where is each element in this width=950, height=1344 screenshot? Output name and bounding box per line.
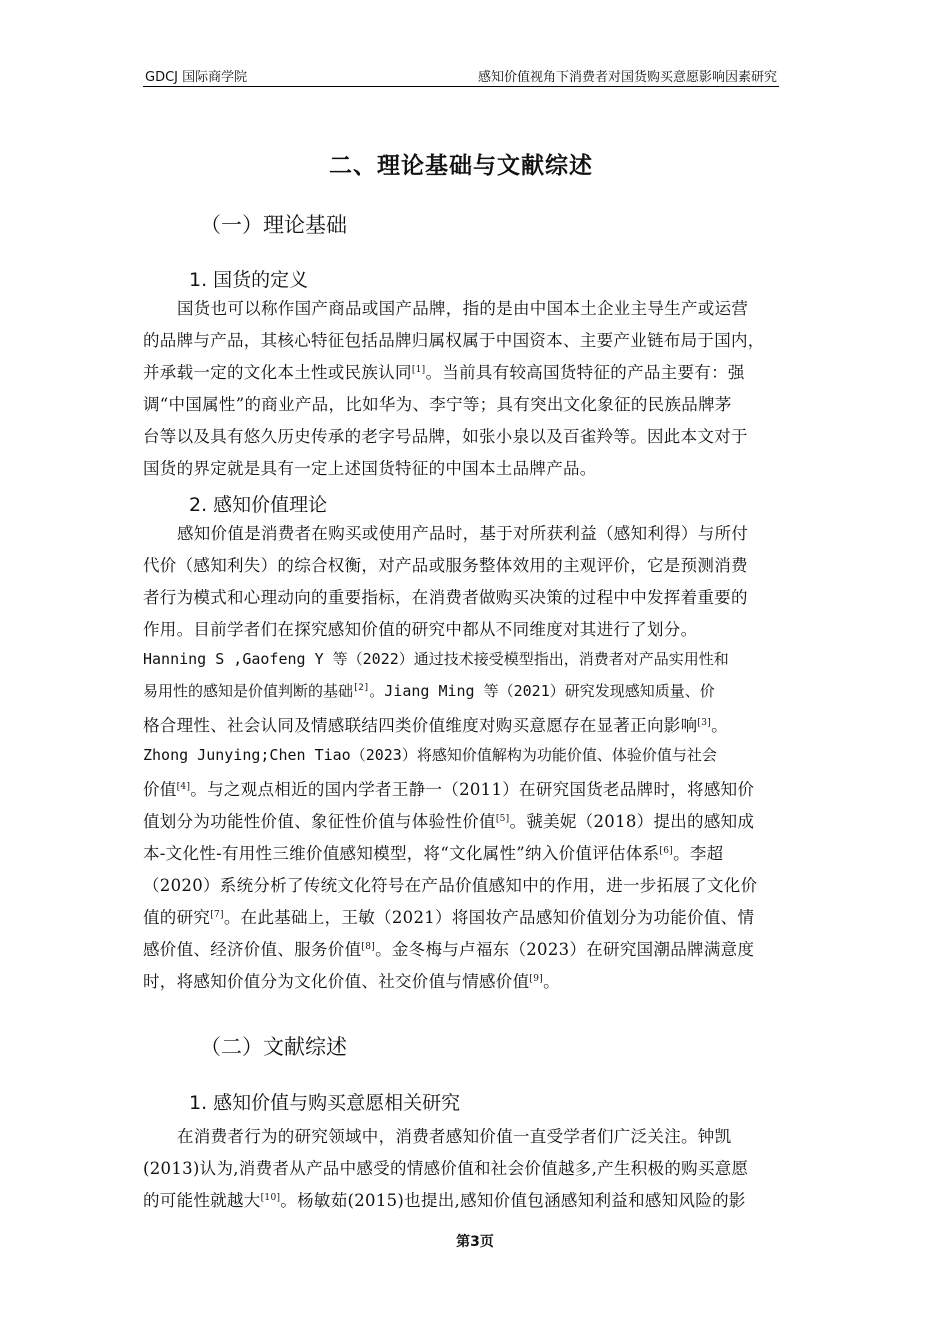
running-header <box>143 66 779 87</box>
header-institution: GDCJ 国际商学院 <box>145 70 248 85</box>
text-line: Hanning S ,Gaofeng Y 等（2022）通过技术接受模型指出，消费者对产品实用性和 <box>143 650 729 668</box>
text-line: 时，将感知价值分为文化价值、社交价值与情感价值[9]。 <box>143 972 560 991</box>
text-line: 感知价值是消费者在购买或使用产品时，基于对所获利益（感知利得）与所付 <box>177 524 749 543</box>
text-line: 在消费者行为的研究领域中，消费者感知价值一直受学者们广泛关注。钟凯 <box>177 1127 732 1146</box>
citation-8: [8] <box>361 942 376 952</box>
citation-7: [7] <box>210 910 224 920</box>
citation-5: [5] <box>495 814 510 824</box>
text-line: 代价（感知利失）的综合权衡，对产品或服务整体效用的主观评价，它是预测消费 <box>143 556 748 575</box>
citation-10: [10] <box>260 1193 281 1203</box>
text-line: Zhong Junying;Chen Tiao（2023）将感知价值解构为功能价值、体验价值与社会 <box>143 746 717 764</box>
text-line: 台等以及具有悠久历史传承的老字号品牌，如张小泉以及百雀羚等。因此本文对于 <box>143 427 748 446</box>
page-number: 第3页 <box>456 1234 494 1250</box>
citation-3: [3] <box>697 718 712 728</box>
text-line: 本-文化性-有用性三维价值感知模型，将“文化属性”纳入价值评估体系[6]。李超 <box>143 844 724 863</box>
text-line: 者行为模式和心理动向的重要指标，在消费者做购买决策的过程中中发挥着重要的 <box>143 588 748 607</box>
text-line: 作用。目前学者们在探究感知价值的研究中都从不同维度对其进行了划分。 <box>143 620 698 639</box>
subsection-title-perceived-value: 2. 感知价值理论 <box>189 494 328 516</box>
text-line: 的品牌与产品，其核心特征包括品牌归属权属于中国资本、主要产业链布局于国内， <box>143 331 765 350</box>
text-line: 并承载一定的文化本土性或民族认同[1]。当前具有较高国货特征的产品主要有：强 <box>143 363 745 382</box>
text-line: 易用性的感知是价值判断的基础[2]。Jiang Ming 等（2021）研究发现感知质量、价 <box>143 682 715 700</box>
citation-4: [4] <box>176 782 191 792</box>
header-paper-title: 感知价值视角下消费者对国货购买意愿影响因素研究 <box>477 70 777 85</box>
text-line: 国货也可以称作国产商品或国产品牌，指的是由中国本土企业主导生产或运营 <box>177 299 749 318</box>
text-line: 价值[4]。与之观点相近的国内学者王静一（2011）在研究国货老品牌时，将感知价 <box>143 780 755 799</box>
text-line: 值划分为功能性价值、象征性价值与体验性价值[5]。虢美妮（2018）提出的感知成 <box>143 812 755 831</box>
text-line: 感价值、经济价值、服务价值[8]。金冬梅与卢福东（2023）在研究国潮品牌满意度 <box>143 940 755 959</box>
subsection-title-definition: 1. 国货的定义 <box>189 269 309 291</box>
citation-6: [6] <box>659 846 674 856</box>
text-line: 格合理性、社会认同及情感联结四类价值维度对购买意愿存在显著正向影响[3]。 <box>143 716 728 735</box>
section-title-literature: （二）文献综述 <box>200 1035 347 1059</box>
text-line: 值的研究[7]。在此基础上，王敏（2021）将国妆产品感知价值划分为功能价值、情 <box>143 908 755 927</box>
text-line: 调“中国属性”的商业产品，比如华为、李宁等；具有突出文化象征的民族品牌茅 <box>143 395 732 414</box>
text-line: （2020）系统分析了传统文化符号在产品价值感知中的作用，进一步拓展了文化价 <box>143 876 758 895</box>
text-line: (2013)认为,消费者从产品中感受的情感价值和社会价值越多,产生积极的购买意愿 <box>143 1159 749 1178</box>
section-title-theory: （一）理论基础 <box>200 213 347 237</box>
subsection-title-purchase-intention: 1. 感知价值与购买意愿相关研究 <box>189 1092 461 1114</box>
text-line: 国货的界定就是具有一定上述国货特征的中国本土品牌产品。 <box>143 459 597 478</box>
citation-9: [9] <box>529 974 544 984</box>
citation-1: [1] <box>411 365 426 375</box>
citation-2: [2] <box>353 683 370 693</box>
text-line: 的可能性就越大[10]。杨敏茹(2015)也提出,感知价值包涵感知利益和感知风险的影 <box>143 1191 746 1210</box>
chapter-title: 二、理论基础与文献综述 <box>329 153 593 179</box>
